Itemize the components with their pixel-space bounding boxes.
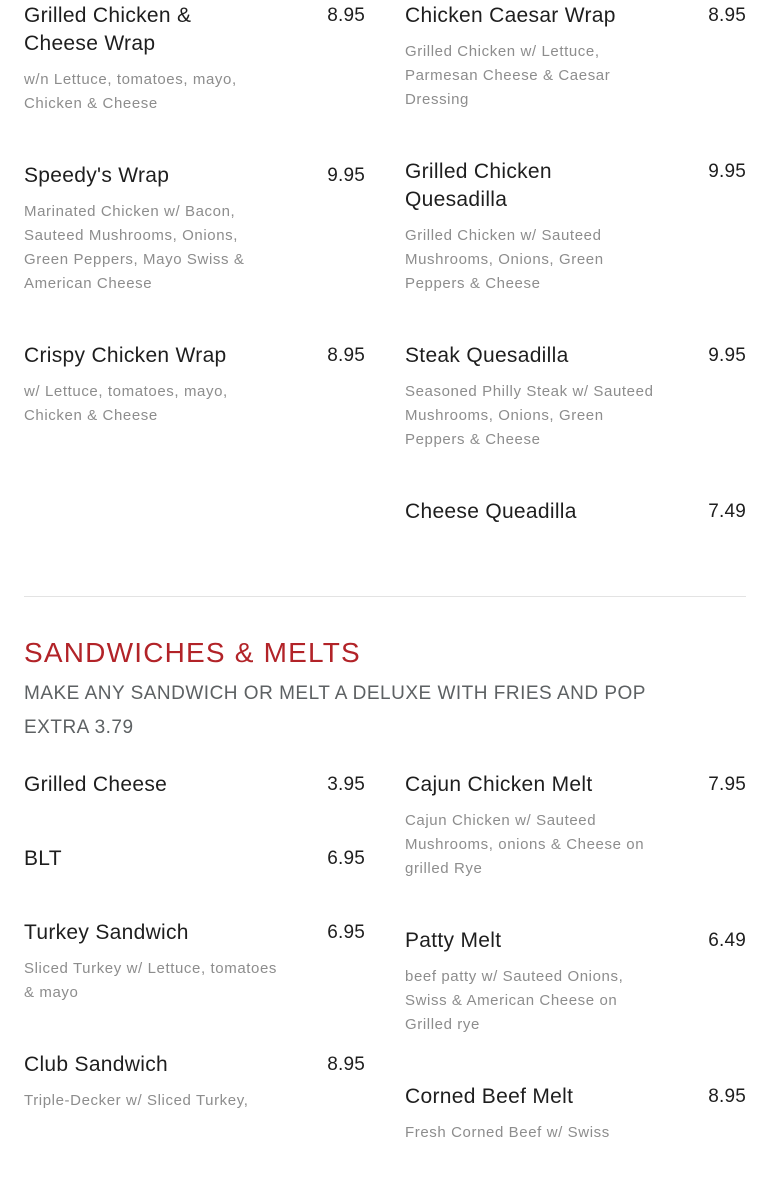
menu-item-chicken-caesar-wrap: [405, 2, 746, 112]
item-description: Sliced Turkey w/ Lettuce, tomatoes & mayo: [24, 960, 278, 1001]
item-description: Grilled Chicken w/ Sauteed Mushrooms, Onions, Green Peppers & Cheese: [405, 227, 604, 292]
item-description: Marinated Chicken w/ Bacon, Sauteed Mushrooms, Onions, Green Peppers, Mayo Swiss & American Cheese: [24, 203, 245, 292]
item-name: Grilled Chicken Quesadilla: [405, 160, 552, 211]
item-name: BLT: [24, 847, 62, 870]
wraps-left-column: [24, 2, 365, 572]
wraps-section: [24, 2, 746, 572]
menu-item-grilled-chicken-cheese-wrap: [24, 2, 365, 116]
item-price: 8.95: [327, 5, 365, 26]
item-name: Chicken Caesar Wrap: [405, 4, 616, 27]
section-heading: SANDWICHES & MELTS: [24, 637, 361, 668]
item-price: 9.95: [327, 165, 365, 186]
item-name: Crispy Chicken Wrap: [24, 344, 227, 367]
menu-item-club-sandwich: [24, 1051, 365, 1113]
menu-item-speedys-wrap: [24, 162, 365, 296]
item-description: w/n Lettuce, tomatoes, mayo, Chicken & Cheese: [24, 71, 237, 112]
item-price: 8.95: [327, 1054, 365, 1075]
item-description: Cajun Chicken w/ Sauteed Mushrooms, onions & Cheese on grilled Rye: [405, 812, 645, 877]
item-name: Patty Melt: [405, 929, 502, 952]
section-divider: [24, 596, 746, 597]
item-price: 9.95: [708, 345, 746, 366]
item-header: [405, 498, 746, 526]
item-header: [24, 771, 365, 799]
menu-item-grilled-cheese: [24, 771, 365, 799]
item-price: 6.49: [708, 930, 746, 951]
menu-item-grilled-chicken-quesadilla: [405, 158, 746, 296]
item-name: Turkey Sandwich: [24, 921, 189, 944]
item-description: w/ Lettuce, tomatoes, mayo, Chicken & Cheese: [24, 383, 228, 424]
menu-item-patty-melt: [405, 927, 746, 1037]
sandwiches-section: [24, 771, 746, 1191]
item-price: 9.95: [708, 161, 746, 182]
item-header: [24, 919, 365, 947]
item-description: Seasoned Philly Steak w/ Sauteed Mushrooms, Onions, Green Peppers & Cheese: [405, 383, 654, 448]
menu-item-cajun-chicken-melt: [405, 771, 746, 881]
menu-item-corned-beef-melt: [405, 1083, 746, 1145]
sandwiches-left-column: [24, 771, 365, 1191]
item-header: [24, 162, 365, 190]
item-header: [405, 927, 746, 955]
item-description: Triple-Decker w/ Sliced Turkey,: [24, 1092, 249, 1109]
item-name: Corned Beef Melt: [405, 1085, 574, 1108]
item-name: Cheese Queadilla: [405, 500, 577, 523]
item-name: Club Sandwich: [24, 1053, 168, 1076]
item-header: [405, 342, 746, 370]
item-header: [24, 845, 365, 873]
item-price: 6.95: [327, 848, 365, 869]
item-price: 7.49: [708, 501, 746, 522]
item-header: [405, 771, 746, 799]
item-header: [24, 1051, 365, 1079]
menu-item-blt: [24, 845, 365, 873]
menu-item-cheese-queadilla: [405, 498, 746, 526]
menu-item-steak-quesadilla: [405, 342, 746, 452]
item-header: [405, 158, 746, 214]
wraps-right-column: [405, 2, 746, 572]
item-header: [405, 1083, 746, 1111]
item-description: Grilled Chicken w/ Lettuce, Parmesan Cheese & Caesar Dressing: [405, 43, 611, 108]
sandwiches-right-column: [405, 771, 746, 1191]
section-subtitle: [24, 677, 746, 745]
item-price: 3.95: [327, 774, 365, 795]
item-description: beef patty w/ Sauteed Onions, Swiss & American Cheese on Grilled rye: [405, 968, 624, 1033]
item-header: [24, 2, 365, 58]
item-name: Steak Quesadilla: [405, 344, 569, 367]
item-header: [405, 2, 746, 30]
item-price: 7.95: [708, 774, 746, 795]
item-name: Cajun Chicken Melt: [405, 773, 593, 796]
menu-item-crispy-chicken-wrap: [24, 342, 365, 428]
item-name: Speedy's Wrap: [24, 164, 170, 187]
item-name: Grilled Chicken & Cheese Wrap: [24, 4, 192, 55]
menu-item-turkey-sandwich: [24, 919, 365, 1005]
item-description: Fresh Corned Beef w/ Swiss: [405, 1124, 610, 1141]
item-price: 8.95: [708, 1086, 746, 1107]
item-price: 6.95: [327, 922, 365, 943]
item-price: 8.95: [327, 345, 365, 366]
item-name: Grilled Cheese: [24, 773, 168, 796]
item-header: [24, 342, 365, 370]
section-subtitle-line1: MAKE ANY SANDWICH OR MELT A DELUXE WITH FRIES AND POP: [24, 683, 646, 704]
item-price: 8.95: [708, 5, 746, 26]
section-subtitle-line2: EXTRA 3.79: [24, 717, 134, 738]
